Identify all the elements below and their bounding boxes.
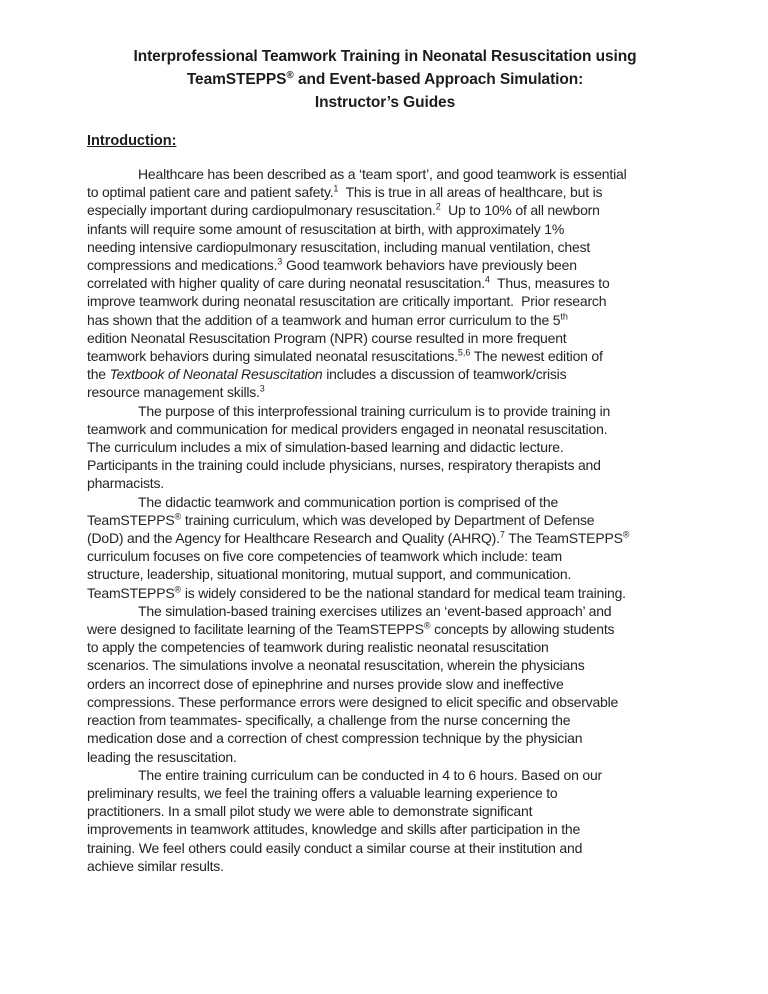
text-run: TeamSTEPPS [186,71,287,88]
paragraph-3 [87,493,683,602]
text-run: practitioners. In a small pilot study we were able to demonstrate significant [87,803,533,820]
text-run: edition Neonatal Resuscitation Program (NPR) course resulted in more frequent [87,329,567,346]
text-run: Instructor’s Guides [314,94,456,111]
text-line [87,529,683,547]
text-line [87,68,683,91]
text-line [87,165,683,183]
text-run: concepts by allowing students [430,621,615,638]
text-line [87,220,683,238]
text-line [87,820,683,838]
text-line [87,493,683,511]
superscript: ® [174,511,182,522]
section-heading-introduction: Introduction: [87,133,177,149]
italic-run: Textbook of Neonatal Resuscitation [109,366,323,383]
text-run: TeamSTEPPS [87,511,175,528]
text-line [87,474,683,492]
text-run: scenarios. The simulations involve a neonatal resuscitation, wherein the physicians [87,657,585,674]
text-run: orders an incorrect dose of epinephrine and nurses provide slow and ineffective [87,675,564,692]
text-run: TeamSTEPPS [87,584,175,601]
text-line [87,183,683,201]
paragraph-1 [87,165,683,402]
text-line [87,438,683,456]
text-run: includes a discussion of teamwork/crisis [322,366,567,383]
text-line [87,857,683,875]
text-run: correlated with higher quality of care during neonatal resuscitation. [87,275,485,292]
superscript: ® [622,529,630,540]
text-run: The didactic teamwork and communication portion is comprised of the [138,493,559,510]
text-line [87,347,683,365]
text-run: The TeamSTEPPS [504,530,623,547]
text-run: Participants in the training could include physicians, nurses, respiratory therapists and [87,457,601,474]
text-line [87,748,683,766]
document-title [87,45,683,114]
text-line [87,784,683,802]
paragraph-4 [87,602,683,766]
text-run: The newest edition of [470,348,603,365]
text-line [87,802,683,820]
text-line [87,584,683,602]
text-line [87,402,683,420]
page-content [87,45,683,875]
text-run: achieve similar results. [87,857,224,874]
text-line [87,91,683,114]
text-run: medication dose and a correction of chest compression technique by the physician [87,730,583,747]
text-line [87,329,683,347]
text-run: compressions. These performance errors were designed to elicit specific and observable [87,693,619,710]
text-line [87,693,683,711]
text-run: Interprofessional Teamwork Training in Neonatal Resuscitation using [133,48,637,65]
text-run: and Event-based Approach Simulation: [293,71,584,88]
text-run: compressions and medications. [87,257,278,274]
superscript: ® [286,69,294,81]
text-line [87,45,683,68]
text-line [87,839,683,857]
text-line [87,256,683,274]
text-run: The simulation-based training exercises utilizes an ‘event-based approach’ and [138,602,612,619]
text-line [87,420,683,438]
superscript: 4 [484,274,490,285]
text-run: to apply the competencies of teamwork during realistic neonatal resuscitation [87,639,549,656]
text-run: Good teamwork behaviors have previously been [282,257,577,274]
text-line [87,729,683,747]
text-run: infants will require some amount of resuscitation at birth, with approximately 1% [87,220,565,237]
text-line [87,456,683,474]
text-run: The curriculum includes a mix of simulation-based learning and didactic lecture. [87,439,564,456]
text-run: training. We feel others could easily conduct a similar course at their institution and [87,839,583,856]
text-run: Up to 10% of all newborn [440,202,600,219]
text-line [87,238,683,256]
superscript: ® [174,584,182,595]
text-run: reaction from teammates- specifically, a challenge from the nurse concerning the [87,712,571,729]
superscript: 3 [277,256,283,267]
text-run: to optimal patient care and patient safety. [87,184,334,201]
text-line [87,365,683,383]
superscript: th [560,310,568,321]
superscript: 5,6 [457,347,471,358]
text-run: has shown that the addition of a teamwork and human error curriculum to the 5 [87,311,561,328]
paragraph-5 [87,766,683,875]
text-run: were designed to facilitate learning of the TeamSTEPPS [87,621,424,638]
text-line [87,383,683,401]
superscript: 1 [333,183,339,194]
text-line [87,638,683,656]
text-run: is widely considered to be the national standard for medical team training. [181,584,626,601]
text-run: The purpose of this interprofessional training curriculum is to provide training in [138,402,611,419]
text-run: The entire training curriculum can be conducted in 4 to 6 hours. Based on our [138,766,602,783]
text-line [87,201,683,219]
superscript: 7 [499,529,505,540]
text-run: curriculum focuses on five core competencies of teamwork which include: team [87,548,563,565]
text-line [87,547,683,565]
text-run: Healthcare has been described as a ‘team sport’, and good teamwork is essential [138,166,627,182]
text-run: needing intensive cardiopulmonary resuscitation, including manual ventilation, chest [87,238,591,255]
text-run: (DoD) and the Agency for Healthcare Research and Quality (AHRQ). [87,530,500,547]
text-line [87,602,683,620]
superscript: 3 [259,383,265,394]
text-run: teamwork and communication for medical providers engaged in neonatal resuscitation. [87,420,608,437]
text-run: structure, leadership, situational monitoring, mutual support, and communication. [87,566,572,583]
text-line [87,274,683,292]
text-run: Thus, measures to [489,275,610,292]
text-line [87,620,683,638]
text-line [87,511,683,529]
text-run: the [87,366,110,383]
text-run: leading the resuscitation. [87,748,237,765]
text-run: especially important during cardiopulmonary resuscitation. [87,202,436,219]
text-line [87,292,683,310]
text-run: improvements in teamwork attitudes, knowledge and skills after participation in the [87,821,581,838]
text-line [87,565,683,583]
superscript: 2 [435,201,441,212]
text-line [87,711,683,729]
text-run: pharmacists. [87,475,164,492]
text-line [87,766,683,784]
text-run: improve teamwork during neonatal resuscitation are critically important. Prior research [87,293,607,310]
superscript: ® [423,620,431,631]
text-line [87,311,683,329]
text-run: resource management skills. [87,384,260,401]
text-run: This is true in all areas of healthcare, but is [338,184,603,201]
paragraph-2 [87,402,683,493]
text-run: teamwork behaviors during simulated neonatal resuscitations. [87,348,458,365]
introduction-body [87,165,683,875]
text-run: training curriculum, which was developed by Department of Defense [181,511,595,528]
text-line [87,675,683,693]
text-run: preliminary results, we feel the training offers a valuable learning experience to [87,784,558,801]
text-line [87,656,683,674]
